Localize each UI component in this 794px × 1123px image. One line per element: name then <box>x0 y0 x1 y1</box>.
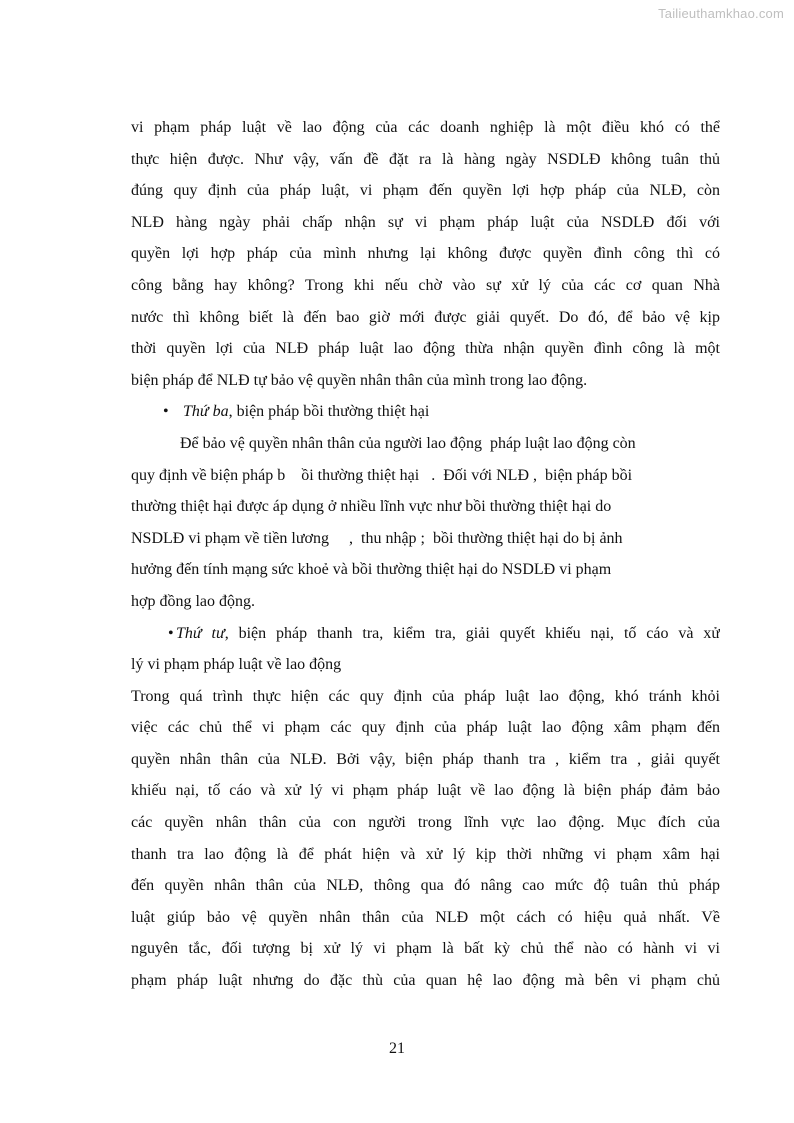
text-line: đúng quy định của pháp luật, vi phạm đến quyền lợi hợp pháp của NLĐ, còn <box>131 182 720 200</box>
paragraph-2 <box>131 428 720 618</box>
bullet-heading-italic: Thứ tư <box>176 624 225 642</box>
text-line: biện pháp để NLĐ tự bảo vệ quyền nhân thân của mình trong lao động. <box>131 371 588 389</box>
bullet-heading-italic: Thứ ba <box>183 403 229 421</box>
text-line: hưởng đến tính mạng sức khoẻ và bồi thường thiệt hại do NSDLĐ vi phạm <box>131 561 612 579</box>
text-line: khiếu nại, tố cáo và xử lý vi phạm pháp luật về lao động là biện pháp đảm bảo <box>131 782 720 800</box>
text-line: thời quyền lợi của NLĐ pháp luật lao động thừa nhận quyền đình công là một <box>131 340 720 358</box>
text-line: thanh tra lao động là để phát hiện và xử lý kịp thời những vi phạm xâm hại <box>131 845 720 863</box>
bullet-icon: • <box>163 403 169 421</box>
text-line: vi phạm pháp luật về lao động của các doanh nghiệp là một điều khó có thể <box>131 119 720 136</box>
text-line: quyền nhân thân của NLĐ. Bởi vậy, biện pháp thanh tra , kiểm tra , giải quyết <box>131 750 720 768</box>
bullet-heading-thu-tu <box>131 618 720 650</box>
text-line: thực hiện được. Như vậy, vấn đề đặt ra là hàng ngày NSDLĐ không tuân thủ <box>131 150 720 168</box>
text-line: nước thì không biết là đến bao giờ mới được giải quyết. Do đó, để bảo vệ kịp <box>131 308 720 326</box>
text-line: quyền lợi hợp pháp của mình nhưng lại không được quyền đình công thì có <box>131 245 720 263</box>
text-line: công bằng hay không? Trong khi nếu chờ vào sự xử lý của các cơ quan Nhà <box>131 276 720 294</box>
paragraph-3 <box>131 681 720 997</box>
text-line: Trong quá trình thực hiện các quy định của pháp luật lao động, khó tránh khỏi <box>131 687 720 705</box>
watermark-text: Tailieuthamkhao.com <box>658 6 784 21</box>
text-line: việc các chủ thể vi phạm các quy định của pháp luật lao động xâm phạm đến <box>131 719 720 737</box>
paragraph-1 <box>131 112 720 396</box>
text-line: hợp đồng lao động. <box>131 592 256 610</box>
bullet-heading-text: , biện pháp thanh tra, kiểm tra, giải quyết khiếu nại, tố cáo và xử <box>224 624 720 642</box>
text-line: luật giúp bảo vệ quyền nhân thân của NLĐ một cách có hiệu quả nhất. Về <box>131 908 720 926</box>
bullet-heading-thu-ba <box>131 396 720 428</box>
page-number: 21 <box>389 1040 405 1057</box>
bullet-icon: • <box>168 624 174 642</box>
text-line: nguyên tắc, đối tượng bị xử lý vi phạm là bất kỳ chủ thể nào có hành vi vi <box>131 940 720 958</box>
text-line: phạm pháp luật nhưng do đặc thù của quan hệ lao động mà bên vi phạm chủ <box>131 972 720 990</box>
text-line: các quyền nhân thân của con người trong lĩnh vực lao động. Mục đích của <box>131 814 720 832</box>
text-line: NSDLĐ vi phạm về tiền lương , thu nhập ; bồi thường thiệt hại do bị ảnh <box>131 529 623 547</box>
text-line: NLĐ hàng ngày phải chấp nhận sự vi phạm pháp luật của NSDLĐ đối với <box>131 213 720 231</box>
text-line: đến quyền nhân thân của NLĐ, thông qua đó nâng cao mức độ tuân thủ pháp <box>131 877 720 895</box>
text-line: quy định về biện pháp b ồi thường thiệt hại . Đối với NLĐ , biện pháp bồi <box>131 466 633 484</box>
bullet-heading-continuation: lý vi phạm pháp luật về lao động <box>131 656 342 674</box>
text-line: thường thiệt hại được áp dụng ở nhiều lĩnh vực như bồi thường thiệt hại do <box>131 498 612 516</box>
document-body <box>131 112 720 997</box>
bullet-heading-text: , biện pháp bồi thường thiệt hại <box>228 403 430 421</box>
text-line: Để bảo vệ quyền nhân thân của người lao động pháp luật lao động còn <box>180 434 636 452</box>
